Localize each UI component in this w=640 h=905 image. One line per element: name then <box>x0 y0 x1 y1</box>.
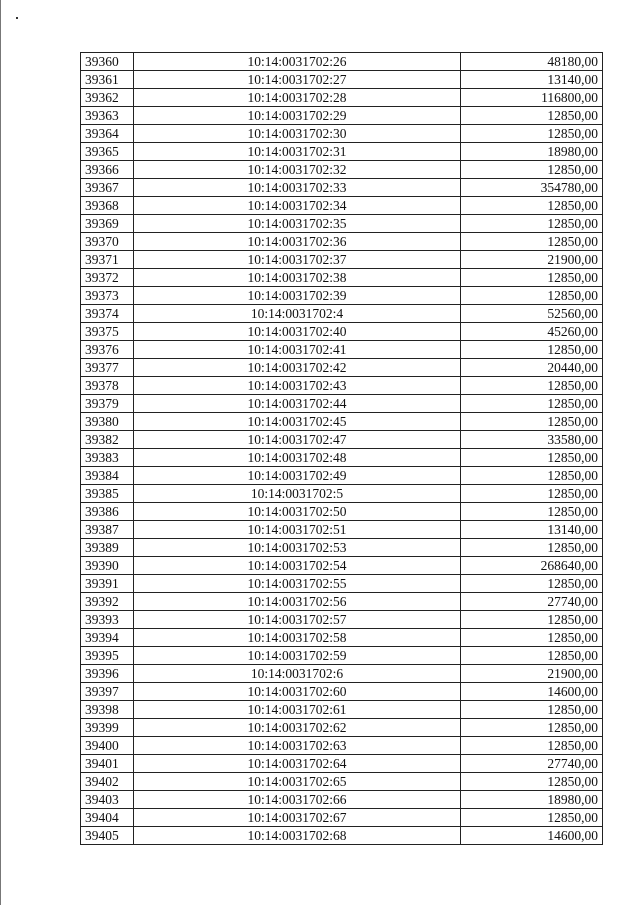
cadastral-number-cell: 10:14:0031702:33 <box>134 179 461 197</box>
amount-cell: 21900,00 <box>461 251 603 269</box>
row-number-cell: 39364 <box>81 125 134 143</box>
cadastral-number-cell: 10:14:0031702:61 <box>134 701 461 719</box>
table-row <box>81 215 603 233</box>
cadastral-number-cell: 10:14:0031702:37 <box>134 251 461 269</box>
row-number-cell: 39385 <box>81 485 134 503</box>
amount-cell: 48180,00 <box>461 53 603 71</box>
row-number-cell: 39404 <box>81 809 134 827</box>
amount-cell: 12850,00 <box>461 107 603 125</box>
cadastral-number-cell: 10:14:0031702:4 <box>134 305 461 323</box>
cadastral-number-cell: 10:14:0031702:43 <box>134 377 461 395</box>
cadastral-number-cell: 10:14:0031702:68 <box>134 827 461 845</box>
amount-cell: 12850,00 <box>461 809 603 827</box>
table-row <box>81 341 603 359</box>
row-number-cell: 39400 <box>81 737 134 755</box>
page-edge-line <box>0 0 1 905</box>
cadastral-number-cell: 10:14:0031702:44 <box>134 395 461 413</box>
cadastral-number-cell: 10:14:0031702:59 <box>134 647 461 665</box>
row-number-cell: 39371 <box>81 251 134 269</box>
cadastral-number-cell: 10:14:0031702:48 <box>134 449 461 467</box>
amount-cell: 12850,00 <box>461 773 603 791</box>
table-row <box>81 251 603 269</box>
amount-cell: 12850,00 <box>461 377 603 395</box>
amount-cell: 12850,00 <box>461 485 603 503</box>
table-row <box>81 503 603 521</box>
cadastral-number-cell: 10:14:0031702:34 <box>134 197 461 215</box>
row-number-cell: 39373 <box>81 287 134 305</box>
cadastral-number-cell: 10:14:0031702:55 <box>134 575 461 593</box>
amount-cell: 12850,00 <box>461 737 603 755</box>
table-row <box>81 197 603 215</box>
cadastral-number-cell: 10:14:0031702:67 <box>134 809 461 827</box>
row-number-cell: 39398 <box>81 701 134 719</box>
table-row <box>81 53 603 71</box>
table-row <box>81 71 603 89</box>
table-row <box>81 359 603 377</box>
table-row <box>81 557 603 575</box>
row-number-cell: 39377 <box>81 359 134 377</box>
amount-cell: 12850,00 <box>461 611 603 629</box>
amount-cell: 14600,00 <box>461 827 603 845</box>
table-row <box>81 161 603 179</box>
table-row <box>81 89 603 107</box>
cadastral-number-cell: 10:14:0031702:38 <box>134 269 461 287</box>
row-number-cell: 39402 <box>81 773 134 791</box>
table-row <box>81 395 603 413</box>
table-row <box>81 377 603 395</box>
amount-cell: 12850,00 <box>461 395 603 413</box>
amount-cell: 33580,00 <box>461 431 603 449</box>
table-row <box>81 719 603 737</box>
cadastral-number-cell: 10:14:0031702:60 <box>134 683 461 701</box>
row-number-cell: 39366 <box>81 161 134 179</box>
table-row <box>81 629 603 647</box>
cadastral-number-cell: 10:14:0031702:47 <box>134 431 461 449</box>
cadastral-number-cell: 10:14:0031702:32 <box>134 161 461 179</box>
table-row <box>81 683 603 701</box>
amount-cell: 12850,00 <box>461 467 603 485</box>
cadastral-number-cell: 10:14:0031702:58 <box>134 629 461 647</box>
row-number-cell: 39401 <box>81 755 134 773</box>
row-number-cell: 39374 <box>81 305 134 323</box>
row-number-cell: 39389 <box>81 539 134 557</box>
scan-speck <box>16 17 18 19</box>
amount-cell: 116800,00 <box>461 89 603 107</box>
row-number-cell: 39391 <box>81 575 134 593</box>
row-number-cell: 39367 <box>81 179 134 197</box>
cadastral-number-cell: 10:14:0031702:39 <box>134 287 461 305</box>
row-number-cell: 39372 <box>81 269 134 287</box>
registry-table <box>80 52 603 845</box>
amount-cell: 12850,00 <box>461 161 603 179</box>
amount-cell: 12850,00 <box>461 413 603 431</box>
amount-cell: 12850,00 <box>461 197 603 215</box>
table-row <box>81 287 603 305</box>
amount-cell: 12850,00 <box>461 503 603 521</box>
amount-cell: 18980,00 <box>461 143 603 161</box>
cadastral-number-cell: 10:14:0031702:53 <box>134 539 461 557</box>
cadastral-number-cell: 10:14:0031702:45 <box>134 413 461 431</box>
amount-cell: 354780,00 <box>461 179 603 197</box>
row-number-cell: 39384 <box>81 467 134 485</box>
cadastral-number-cell: 10:14:0031702:30 <box>134 125 461 143</box>
table-row <box>81 647 603 665</box>
row-number-cell: 39363 <box>81 107 134 125</box>
row-number-cell: 39397 <box>81 683 134 701</box>
amount-cell: 12850,00 <box>461 449 603 467</box>
row-number-cell: 39390 <box>81 557 134 575</box>
table-row <box>81 791 603 809</box>
amount-cell: 20440,00 <box>461 359 603 377</box>
row-number-cell: 39403 <box>81 791 134 809</box>
table-row <box>81 125 603 143</box>
amount-cell: 12850,00 <box>461 287 603 305</box>
table-row <box>81 143 603 161</box>
amount-cell: 18980,00 <box>461 791 603 809</box>
cadastral-number-cell: 10:14:0031702:63 <box>134 737 461 755</box>
row-number-cell: 39393 <box>81 611 134 629</box>
table-row <box>81 737 603 755</box>
table-row <box>81 323 603 341</box>
cadastral-number-cell: 10:14:0031702:57 <box>134 611 461 629</box>
row-number-cell: 39369 <box>81 215 134 233</box>
amount-cell: 12850,00 <box>461 341 603 359</box>
cadastral-number-cell: 10:14:0031702:6 <box>134 665 461 683</box>
cadastral-number-cell: 10:14:0031702:41 <box>134 341 461 359</box>
table-row <box>81 467 603 485</box>
row-number-cell: 39396 <box>81 665 134 683</box>
amount-cell: 12850,00 <box>461 269 603 287</box>
table-row <box>81 539 603 557</box>
row-number-cell: 39395 <box>81 647 134 665</box>
cadastral-number-cell: 10:14:0031702:27 <box>134 71 461 89</box>
amount-cell: 12850,00 <box>461 233 603 251</box>
table-row <box>81 665 603 683</box>
row-number-cell: 39392 <box>81 593 134 611</box>
table-row <box>81 521 603 539</box>
amount-cell: 12850,00 <box>461 629 603 647</box>
cadastral-number-cell: 10:14:0031702:5 <box>134 485 461 503</box>
cadastral-number-cell: 10:14:0031702:31 <box>134 143 461 161</box>
row-number-cell: 39386 <box>81 503 134 521</box>
amount-cell: 52560,00 <box>461 305 603 323</box>
row-number-cell: 39383 <box>81 449 134 467</box>
cadastral-number-cell: 10:14:0031702:56 <box>134 593 461 611</box>
table-row <box>81 593 603 611</box>
amount-cell: 12850,00 <box>461 575 603 593</box>
row-number-cell: 39399 <box>81 719 134 737</box>
row-number-cell: 39370 <box>81 233 134 251</box>
cadastral-number-cell: 10:14:0031702:51 <box>134 521 461 539</box>
table-row <box>81 305 603 323</box>
amount-cell: 14600,00 <box>461 683 603 701</box>
table-row <box>81 827 603 845</box>
cadastral-number-cell: 10:14:0031702:66 <box>134 791 461 809</box>
table-row <box>81 431 603 449</box>
row-number-cell: 39394 <box>81 629 134 647</box>
row-number-cell: 39378 <box>81 377 134 395</box>
table-row <box>81 233 603 251</box>
table-row <box>81 575 603 593</box>
row-number-cell: 39387 <box>81 521 134 539</box>
table-row <box>81 107 603 125</box>
amount-cell: 12850,00 <box>461 215 603 233</box>
registry-table-body <box>81 53 603 845</box>
cadastral-number-cell: 10:14:0031702:65 <box>134 773 461 791</box>
row-number-cell: 39405 <box>81 827 134 845</box>
amount-cell: 268640,00 <box>461 557 603 575</box>
amount-cell: 12850,00 <box>461 125 603 143</box>
row-number-cell: 39361 <box>81 71 134 89</box>
table-row <box>81 179 603 197</box>
amount-cell: 12850,00 <box>461 539 603 557</box>
table-row <box>81 449 603 467</box>
row-number-cell: 39375 <box>81 323 134 341</box>
cadastral-number-cell: 10:14:0031702:26 <box>134 53 461 71</box>
row-number-cell: 39365 <box>81 143 134 161</box>
amount-cell: 13140,00 <box>461 521 603 539</box>
table-row <box>81 611 603 629</box>
cadastral-number-cell: 10:14:0031702:29 <box>134 107 461 125</box>
cadastral-number-cell: 10:14:0031702:64 <box>134 755 461 773</box>
row-number-cell: 39379 <box>81 395 134 413</box>
table-row <box>81 773 603 791</box>
amount-cell: 27740,00 <box>461 755 603 773</box>
row-number-cell: 39382 <box>81 431 134 449</box>
amount-cell: 12850,00 <box>461 701 603 719</box>
amount-cell: 45260,00 <box>461 323 603 341</box>
cadastral-number-cell: 10:14:0031702:36 <box>134 233 461 251</box>
cadastral-number-cell: 10:14:0031702:42 <box>134 359 461 377</box>
row-number-cell: 39362 <box>81 89 134 107</box>
amount-cell: 12850,00 <box>461 647 603 665</box>
table-row <box>81 755 603 773</box>
row-number-cell: 39360 <box>81 53 134 71</box>
table-row <box>81 269 603 287</box>
table-row <box>81 413 603 431</box>
amount-cell: 13140,00 <box>461 71 603 89</box>
cadastral-number-cell: 10:14:0031702:40 <box>134 323 461 341</box>
row-number-cell: 39368 <box>81 197 134 215</box>
cadastral-number-cell: 10:14:0031702:35 <box>134 215 461 233</box>
row-number-cell: 39380 <box>81 413 134 431</box>
table-row <box>81 701 603 719</box>
cadastral-number-cell: 10:14:0031702:54 <box>134 557 461 575</box>
amount-cell: 21900,00 <box>461 665 603 683</box>
row-number-cell: 39376 <box>81 341 134 359</box>
cadastral-number-cell: 10:14:0031702:49 <box>134 467 461 485</box>
amount-cell: 12850,00 <box>461 719 603 737</box>
cadastral-number-cell: 10:14:0031702:62 <box>134 719 461 737</box>
cadastral-number-cell: 10:14:0031702:50 <box>134 503 461 521</box>
cadastral-number-cell: 10:14:0031702:28 <box>134 89 461 107</box>
table-row <box>81 485 603 503</box>
amount-cell: 27740,00 <box>461 593 603 611</box>
table-row <box>81 809 603 827</box>
